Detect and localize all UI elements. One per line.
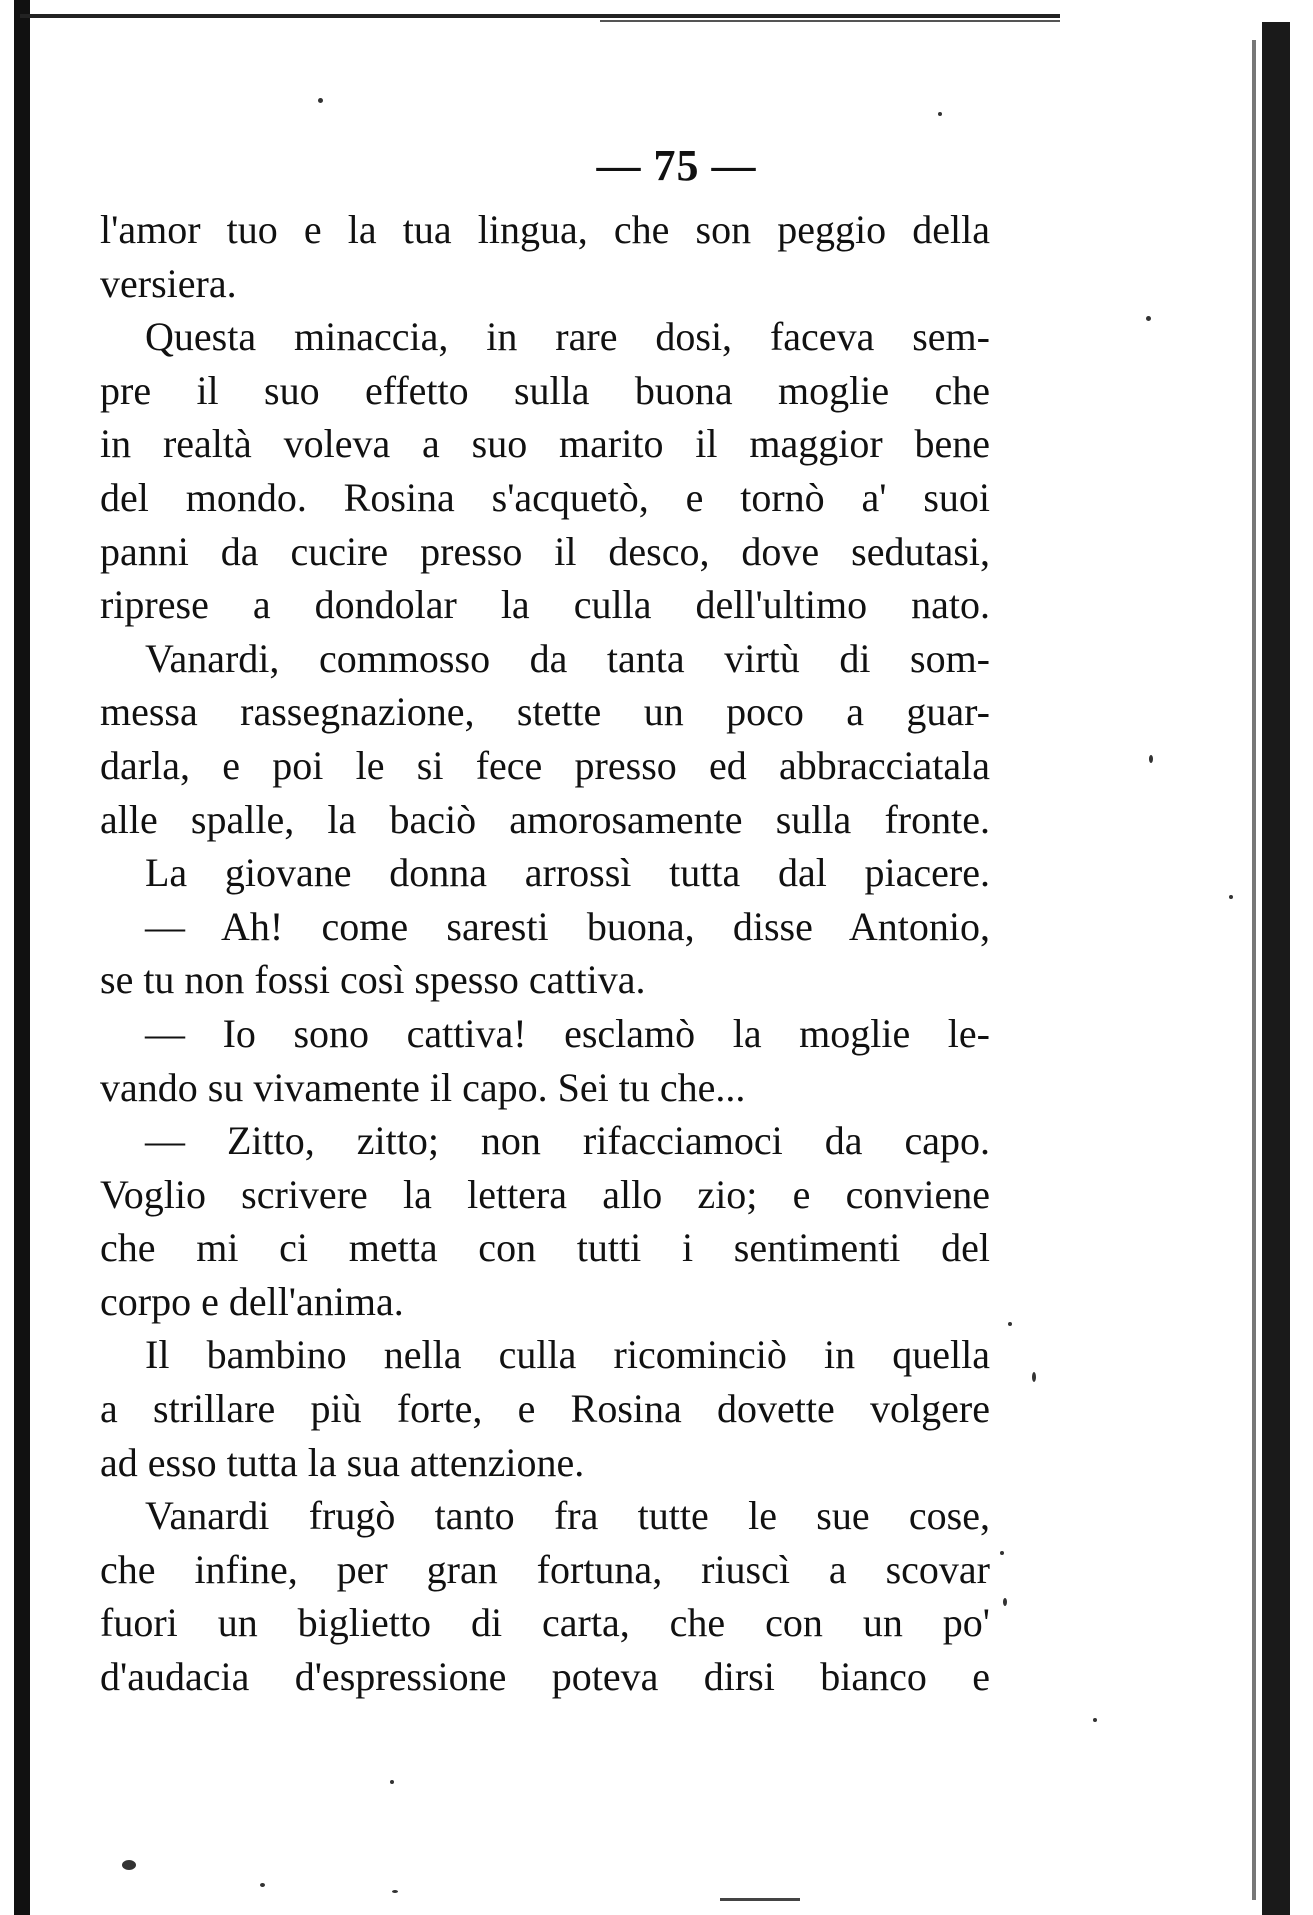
- text-line: panni da cucire presso il desco, dove sedutasi,: [100, 528, 990, 574]
- scan-edge-top: [20, 14, 1060, 18]
- scan-speck: [1032, 1372, 1036, 1382]
- text-line: darla, e poi le si fece presso ed abbracciatala: [100, 742, 990, 788]
- scan-edge-right-inner: [1252, 40, 1256, 1900]
- text-line: che mi ci metta con tutti i sentimenti del: [100, 1225, 990, 1271]
- text-line: vando su vivamente il capo. Sei tu che...: [100, 1064, 746, 1110]
- scan-speck: [122, 1860, 136, 1870]
- text-line: corpo e dell'anima.: [100, 1278, 404, 1324]
- text-line: alle spalle, la baciò amorosamente sulla fronte.: [100, 796, 990, 842]
- text-line: versiera.: [100, 260, 237, 306]
- text-line: che infine, per gran fortuna, riuscì a scovar: [100, 1546, 990, 1592]
- text-line: Questa minaccia, in rare dosi, faceva sem-: [145, 314, 990, 360]
- scan-edge-top-thin: [600, 20, 1060, 22]
- scan-speck: [1149, 755, 1153, 763]
- text-line: l'amor tuo e la tua lingua, che son peggio della: [100, 207, 990, 252]
- scan-speck: [392, 1890, 398, 1893]
- scan-speck: [260, 1883, 265, 1887]
- text-line: d'audacia d'espressione poteva dirsi bianco e: [100, 1654, 990, 1700]
- text-line: Vanardi frugò tanto fra tutte le sue cose,: [145, 1493, 990, 1539]
- text-line: fuori un biglietto di carta, che con un po': [100, 1600, 990, 1646]
- text-line: La giovane donna arrossì tutta dal piacere.: [145, 850, 990, 896]
- scan-edge-left: [14, 0, 30, 1915]
- text-line: — Ah! come saresti buona, disse Antonio,: [145, 903, 990, 949]
- text-line: a strillare più forte, e Rosina dovette volgere: [100, 1386, 990, 1432]
- text-line: riprese a dondolar la culla dell'ultimo nato.: [100, 582, 990, 628]
- scan-edge-right: [1262, 22, 1290, 1915]
- scan-speck: [1008, 1322, 1012, 1326]
- scan-edge-bottom: [720, 1898, 800, 1901]
- scan-speck: [1093, 1718, 1097, 1722]
- scan-speck: [1146, 316, 1151, 321]
- scan-speck: [318, 98, 323, 103]
- text-line: se tu non fossi così spesso cattiva.: [100, 957, 646, 1003]
- text-line: Il bambino nella culla ricominciò in quella: [145, 1332, 990, 1378]
- text-line: Vanardi, commosso da tanta virtù di som-: [145, 635, 990, 681]
- scan-speck: [1003, 1598, 1007, 1606]
- text-line: — Zitto, zitto; non rifacciamoci da capo.: [145, 1118, 990, 1164]
- text-line: — Io sono cattiva! esclamò la moglie le-: [145, 1010, 990, 1056]
- scan-speck: [390, 1780, 394, 1784]
- body-text: [100, 203, 990, 1704]
- text-line: in realtà voleva a suo marito il maggior bene: [100, 421, 990, 467]
- text-line: ad esso tutta la sua attenzione.: [100, 1439, 585, 1485]
- scan-speck: [1000, 1551, 1004, 1555]
- text-line: Voglio scrivere la lettera allo zio; e conviene: [100, 1171, 990, 1217]
- text-line: messa rassegnazione, stette un poco a guar-: [100, 689, 990, 735]
- text-line: pre il suo effetto sulla buona moglie che: [100, 367, 990, 413]
- page-number: — 75 —: [596, 141, 757, 190]
- scan-speck: [938, 112, 942, 116]
- text-line: del mondo. Rosina s'acquetò, e tornò a' suoi: [100, 474, 990, 520]
- scan-speck: [1229, 895, 1233, 899]
